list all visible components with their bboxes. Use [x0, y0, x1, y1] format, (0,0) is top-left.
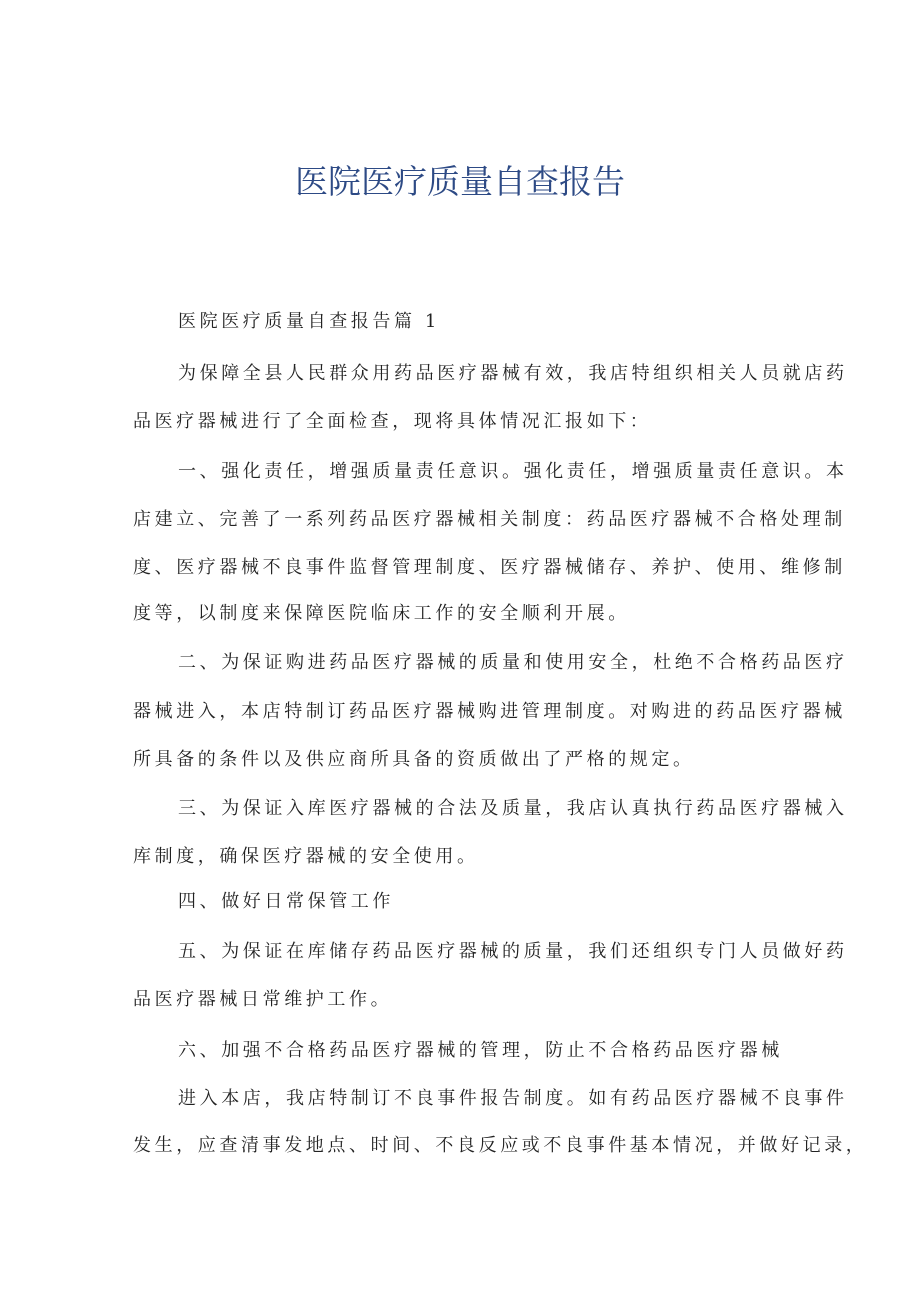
paragraph-line: 度等，以制度来保障医院临床工作的安全顺利开展。 [133, 603, 630, 624]
paragraph-line: 器械进入，本店特制订药品医疗器械购进管理制度。对购进的药品医疗器械 [133, 701, 846, 722]
paragraph-line: 库制度，确保医疗器械的安全使用。 [133, 846, 479, 867]
paragraph-line: 进入本店，我店特制订不良事件报告制度。如有药品医疗器械不良事件 [178, 1088, 848, 1109]
paragraph-line: 五、为保证在库储存药品医疗器械的质量，我们还组织专门人员做好药 [178, 941, 848, 962]
paragraph-line: 一、强化责任，增强质量责任意识。强化责任，增强质量责任意识。本 [178, 461, 848, 482]
paragraph-line: 发生，应查清事发地点、时间、不良反应或不良事件基本情况，并做好记录， [133, 1135, 868, 1156]
document-title: 医院医疗质量自查报告 [295, 162, 625, 201]
section-heading: 医院医疗质量自查报告篇 1 [178, 311, 440, 332]
paragraph-line: 店建立、完善了一系列药品医疗器械相关制度：药品医疗器械不合格处理制 [133, 509, 846, 530]
paragraph-line: 所具备的条件以及供应商所具备的资质做出了严格的规定。 [133, 749, 695, 770]
paragraph-line: 四、做好日常保管工作 [178, 891, 394, 912]
paragraph-line: 二、为保证购进药品医疗器械的质量和使用安全，杜绝不合格药品医疗 [178, 652, 848, 673]
paragraph-line: 六、加强不合格药品医疗器械的管理，防止不合格药品医疗器械 [178, 1040, 783, 1061]
paragraph-line: 三、为保证入库医疗器械的合法及质量，我店认真执行药品医疗器械入 [178, 798, 848, 819]
paragraph-line: 为保障全县人民群众用药品医疗器械有效，我店特组织相关人员就店药 [178, 363, 848, 384]
paragraph-line: 度、医疗器械不良事件监督管理制度、医疗器械储存、养护、使用、维修制 [133, 557, 846, 578]
paragraph-line: 品医疗器械日常维护工作。 [133, 989, 393, 1010]
paragraph-line: 品医疗器械进行了全面检查，现将具体情况汇报如下： [133, 411, 652, 432]
